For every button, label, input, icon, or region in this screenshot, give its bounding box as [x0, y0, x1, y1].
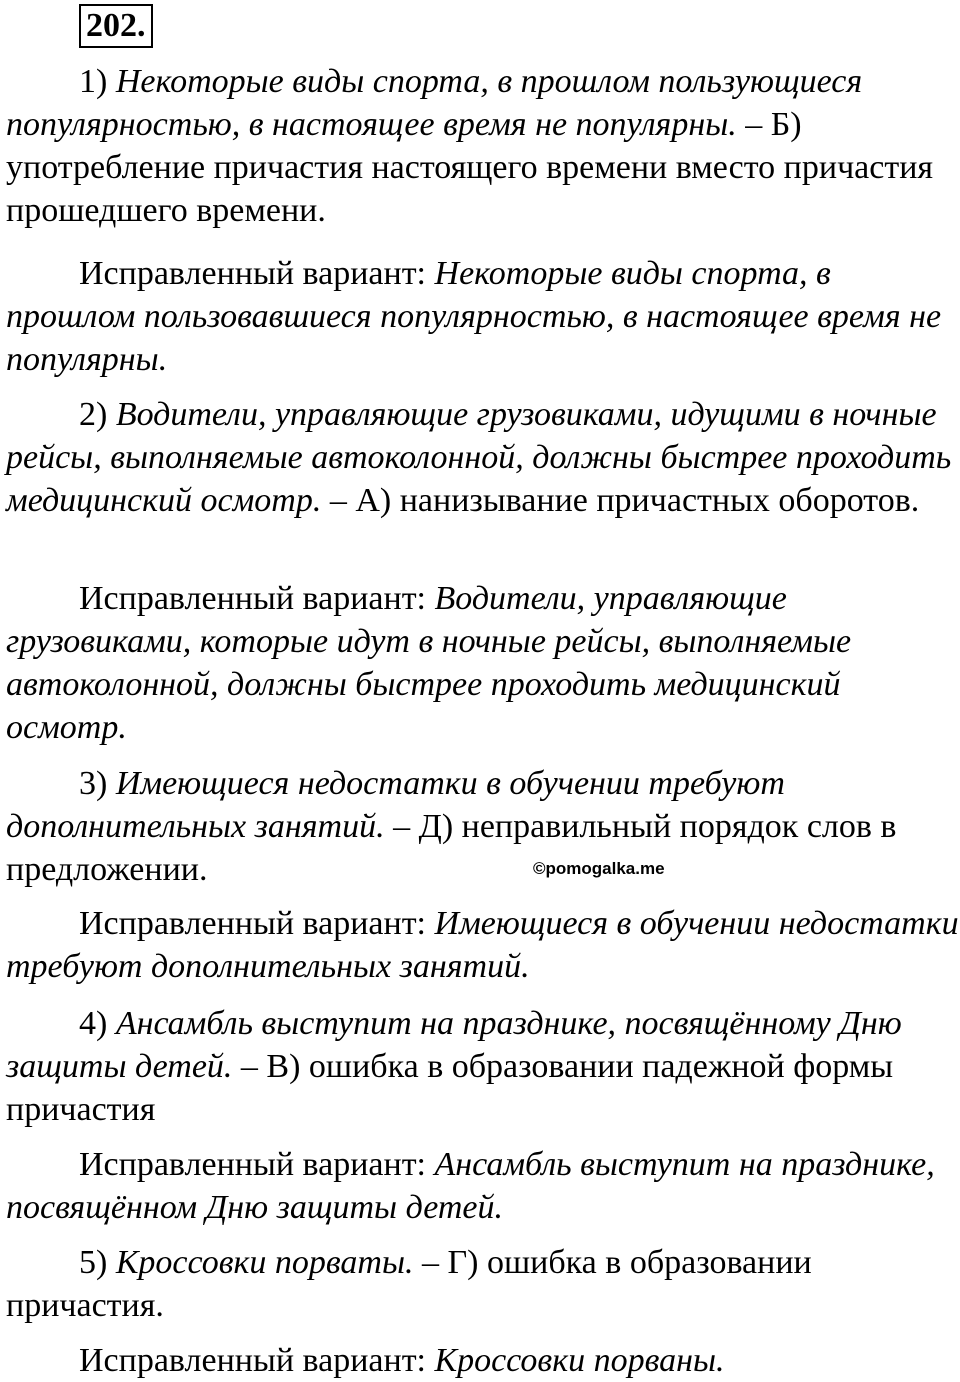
item-sentence: Некоторые виды спорта, в прошлом пользующиеся популярностью, в настоящее время не популярны. — [6, 63, 863, 143]
fix-text: Кроссовки порваны. — [434, 1342, 725, 1379]
dash: – — [321, 482, 356, 519]
item-1-problem — [6, 60, 960, 232]
fix-text: Некоторые виды спорта, в прошлом пользовавшиеся популярностью, в настоящее время не популярны. — [6, 255, 942, 378]
item-2-problem — [6, 393, 960, 522]
item-1-fix — [6, 252, 960, 381]
dash: – — [413, 1244, 448, 1281]
item-sentence: Имеющиеся недостатки в обучении требуют дополнительных занятий. — [6, 765, 785, 845]
fix-text: Водители, управляющие грузовиками, которые идут в ночные рейсы, выполняемые автоколонной, должны быстрее проходить медицинский осмотр. — [6, 580, 852, 746]
dash: – — [736, 106, 771, 143]
fix-label: Исправленный вариант: — [79, 1342, 427, 1379]
item-number: 5) — [79, 1244, 108, 1281]
item-4-fix — [6, 1143, 960, 1229]
error-type: Г) ошибка в образовании причастия. — [6, 1244, 812, 1324]
fix-label: Исправленный вариант: — [79, 580, 427, 617]
item-5-problem — [6, 1241, 960, 1327]
error-type: Б) употребление причастия настоящего времени вместо причастия прошедшего времени. — [6, 106, 934, 229]
item-5-fix — [6, 1339, 960, 1382]
exercise-number: 202. — [79, 4, 153, 48]
error-type: Д) неправильный порядок слов в предложении. — [6, 808, 897, 888]
watermark: ©pomogalka.me — [533, 859, 665, 878]
dash: – — [232, 1048, 267, 1085]
item-sentence: Водители, управляющие грузовиками, идущими в ночные рейсы, выполняемые автоколонной, должны быстрее проходить медицинский осмотр. — [6, 396, 952, 519]
item-3-problem — [6, 762, 960, 891]
fix-label: Исправленный вариант: — [79, 1146, 427, 1183]
item-number: 1) — [79, 63, 108, 100]
error-type: В) ошибка в образовании падежной формы причастия — [6, 1048, 894, 1128]
item-2-fix — [6, 577, 960, 749]
item-sentence: Кроссовки порваты. — [115, 1244, 414, 1281]
fix-label: Исправленный вариант: — [79, 905, 427, 942]
fix-label: Исправленный вариант: — [79, 255, 427, 292]
fix-text: Ансамбль выступит на празднике, посвящённом Дню защиты детей. — [6, 1146, 935, 1226]
fix-text: Имеющиеся в обучении недостатки требуют дополнительных занятий. — [6, 905, 959, 985]
item-sentence: Ансамбль выступит на празднике, посвящённому Дню защиты детей. — [6, 1005, 902, 1085]
item-number: 4) — [79, 1005, 108, 1042]
error-type: А) нанизывание причастных оборотов. — [355, 482, 920, 519]
dash: – — [384, 808, 419, 845]
item-number: 2) — [79, 396, 108, 433]
item-4-problem — [6, 1002, 960, 1131]
item-3-fix — [6, 902, 960, 988]
item-number: 3) — [79, 765, 108, 802]
